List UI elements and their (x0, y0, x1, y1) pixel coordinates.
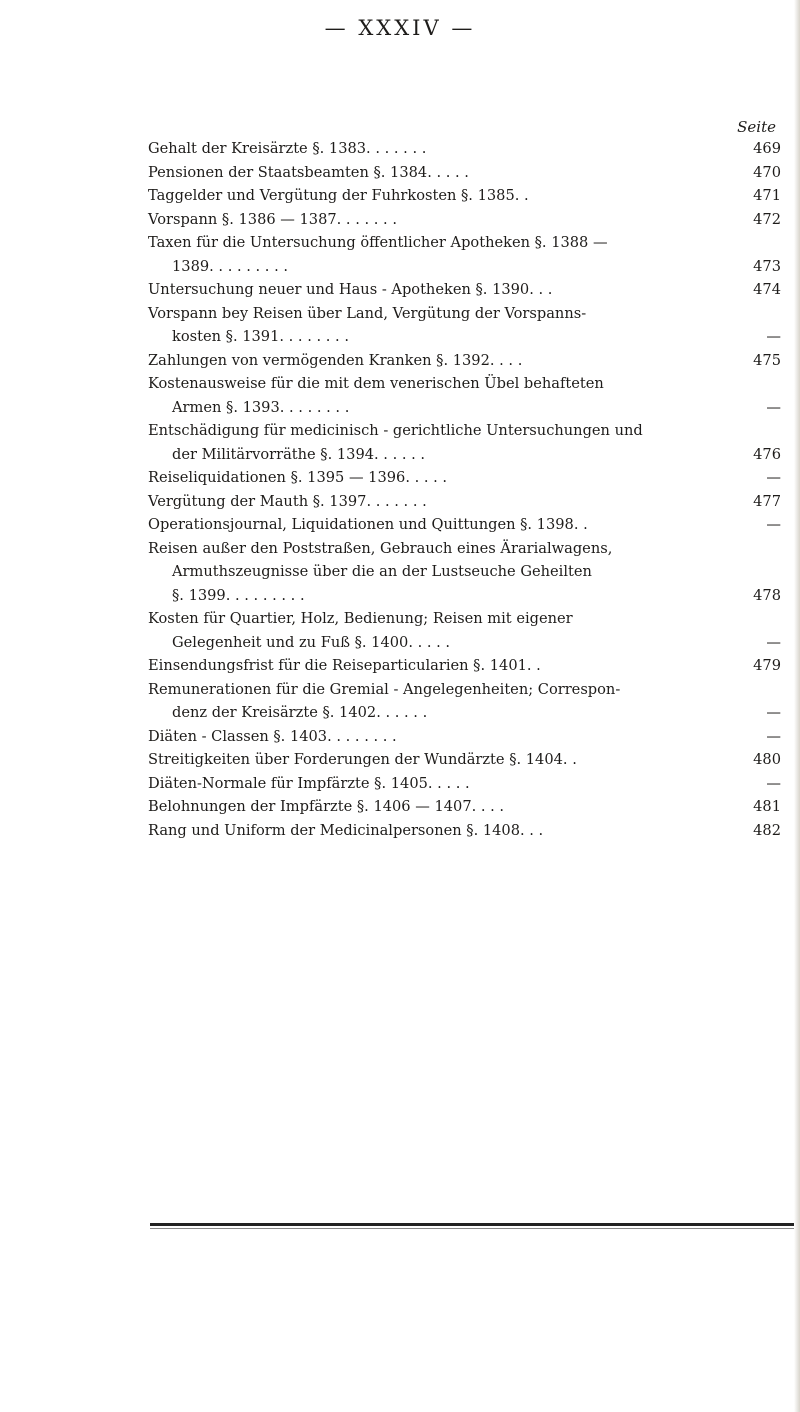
table-of-contents (148, 137, 781, 842)
toc-entry-line: Gehalt der Kreisärzte §. 1383. . . . . . . (148, 140, 427, 157)
toc-entry-text (148, 161, 781, 185)
toc-page-number: 482 (753, 821, 781, 839)
toc-entry (148, 137, 781, 161)
toc-entry (148, 490, 781, 514)
toc-entry-text (148, 372, 781, 419)
toc-entry-line: §. 1399. . . . . . . . . (172, 586, 305, 604)
toc-entry-line: Belohnungen der Impfärzte §. 1406 — 1407. . . . (148, 798, 505, 815)
toc-page-number: 475 (753, 351, 781, 369)
toc-page-number: — (766, 704, 781, 721)
toc-page-number: 477 (753, 492, 781, 510)
toc-entry-line: Vorspann §. 1386 — 1387. . . . . . . (148, 210, 397, 228)
toc-entry (148, 772, 781, 796)
toc-entry-text (148, 654, 781, 678)
toc-entry-line: kosten §. 1391. . . . . . . . (172, 328, 349, 345)
toc-page-number: 480 (753, 751, 781, 768)
toc-entry-line: Streitigkeiten über Forderungen der Wundärzte §. 1404. . (148, 751, 577, 768)
toc-entry (148, 419, 781, 466)
toc-page-number: 479 (753, 657, 781, 674)
toc-entry (148, 748, 781, 772)
toc-entry-line: Zahlungen von vermögenden Kranken §. 1392. . . . (148, 351, 523, 369)
toc-entry (148, 466, 781, 490)
toc-entry (148, 372, 781, 419)
toc-entry-line: Pensionen der Staatsbeamten §. 1384. . . . . (148, 163, 469, 181)
toc-entry (148, 184, 781, 208)
toc-page-number: — (766, 774, 781, 792)
toc-entry (148, 161, 781, 185)
toc-page-number: — (766, 398, 781, 416)
toc-entry (148, 819, 781, 843)
toc-entry-text (148, 466, 781, 490)
toc-entry-text (148, 208, 781, 232)
toc-entry-text (148, 184, 781, 208)
toc-page-number: — (766, 328, 781, 345)
toc-entry (148, 513, 781, 537)
toc-entry-line: Diäten - Classen §. 1403. . . . . . . . (148, 727, 397, 745)
page-header: — XXXIV — (324, 16, 476, 40)
toc-entry-text (148, 678, 781, 725)
toc-page-number: — (766, 727, 781, 745)
page-edge-shadow (794, 0, 800, 1412)
toc-entry-text (148, 231, 781, 278)
toc-entry-line: Entschädigung für medicinisch - gerichtliche Untersuchungen und (148, 422, 643, 439)
toc-entry-text (148, 537, 781, 608)
toc-entry (148, 607, 781, 654)
toc-page-number: — (766, 516, 781, 533)
toc-entry-text (148, 349, 781, 373)
toc-entry-line: Armuthszeugnisse über die an der Lustseuche Geheilten (172, 563, 592, 580)
bottom-rule (150, 1223, 800, 1226)
toc-entry-line: 1389. . . . . . . . . (172, 257, 289, 275)
toc-entry-line: denz der Kreisärzte §. 1402. . . . . . (172, 704, 428, 721)
toc-entry (148, 349, 781, 373)
toc-entry-line: Diäten-Normale für Impfärzte §. 1405. . . . . (148, 774, 470, 792)
toc-entry-text (148, 819, 781, 843)
toc-entry-line: Vergütung der Mauth §. 1397. . . . . . . (148, 492, 427, 510)
toc-page-number: — (766, 469, 781, 486)
toc-entry-line: Reisen außer den Poststraßen, Gebrauch eines Ärarialwagens, (148, 539, 613, 557)
toc-entry-line: Einsendungsfrist für die Reiseparticularien §. 1401. . (148, 657, 541, 674)
toc-page-number: 473 (753, 257, 781, 275)
toc-entry-text (148, 772, 781, 796)
toc-entry-line: Reiseliquidationen §. 1395 — 1396. . . . . (148, 469, 448, 486)
toc-entry-line: der Militärvorräthe §. 1394. . . . . . (172, 445, 426, 463)
toc-entry-line: Taxen für die Untersuchung öffentlicher Apotheken §. 1388 — (148, 234, 608, 251)
toc-entry-line: Taggelder und Vergütung der Fuhrkosten §. 1385. . (148, 187, 529, 204)
toc-entry (148, 678, 781, 725)
toc-entry-line: Remunerationen für die Gremial - Angelegenheiten; Correspon- (148, 680, 621, 698)
toc-entry (148, 654, 781, 678)
toc-entry-line: Gelegenheit und zu Fuß §. 1400. . . . . (172, 633, 451, 651)
toc-entry-text (148, 725, 781, 749)
toc-page-number: 478 (753, 586, 781, 604)
toc-entry (148, 302, 781, 349)
toc-page-number: 474 (753, 281, 781, 298)
toc-entry-text (148, 302, 781, 349)
toc-entry (148, 725, 781, 749)
bottom-rule-shadow (150, 1228, 800, 1229)
toc-page-number: 471 (753, 187, 781, 204)
toc-entry-line: Rang und Uniform der Medicinalpersonen §. 1408. . . (148, 821, 544, 839)
page-column-label: Seite (737, 118, 776, 136)
toc-entry (148, 795, 781, 819)
toc-page-number: 476 (753, 445, 781, 463)
toc-page-number: 472 (753, 210, 781, 228)
toc-entry-text (148, 748, 781, 772)
toc-entry (148, 208, 781, 232)
toc-entry-text (148, 607, 781, 654)
toc-entry-text (148, 490, 781, 514)
toc-entry-text (148, 278, 781, 302)
toc-entry (148, 278, 781, 302)
toc-page-number: — (766, 633, 781, 651)
toc-entry-line: Vorspann bey Reisen über Land, Vergütung der Vorspanns- (148, 304, 587, 322)
toc-entry-text (148, 795, 781, 819)
toc-page-number: 470 (753, 163, 781, 181)
toc-entry-line: Kostenausweise für die mit dem venerischen Übel behafteten (148, 375, 604, 392)
toc-entry-line: Armen §. 1393. . . . . . . . (172, 398, 350, 416)
toc-entry-line: Untersuchung neuer und Haus - Apotheken §. 1390. . . (148, 281, 553, 298)
toc-page-number: 481 (753, 798, 781, 815)
toc-entry (148, 537, 781, 608)
toc-entry-text (148, 137, 781, 161)
toc-entry-line: Kosten für Quartier, Holz, Bedienung; Reisen mit eigener (148, 610, 573, 627)
toc-entry-line: Operationsjournal, Liquidationen und Quittungen §. 1398. . (148, 516, 588, 533)
toc-entry (148, 231, 781, 278)
toc-entry-text (148, 513, 781, 537)
toc-page-number: 469 (753, 140, 781, 157)
toc-entry-text (148, 419, 781, 466)
